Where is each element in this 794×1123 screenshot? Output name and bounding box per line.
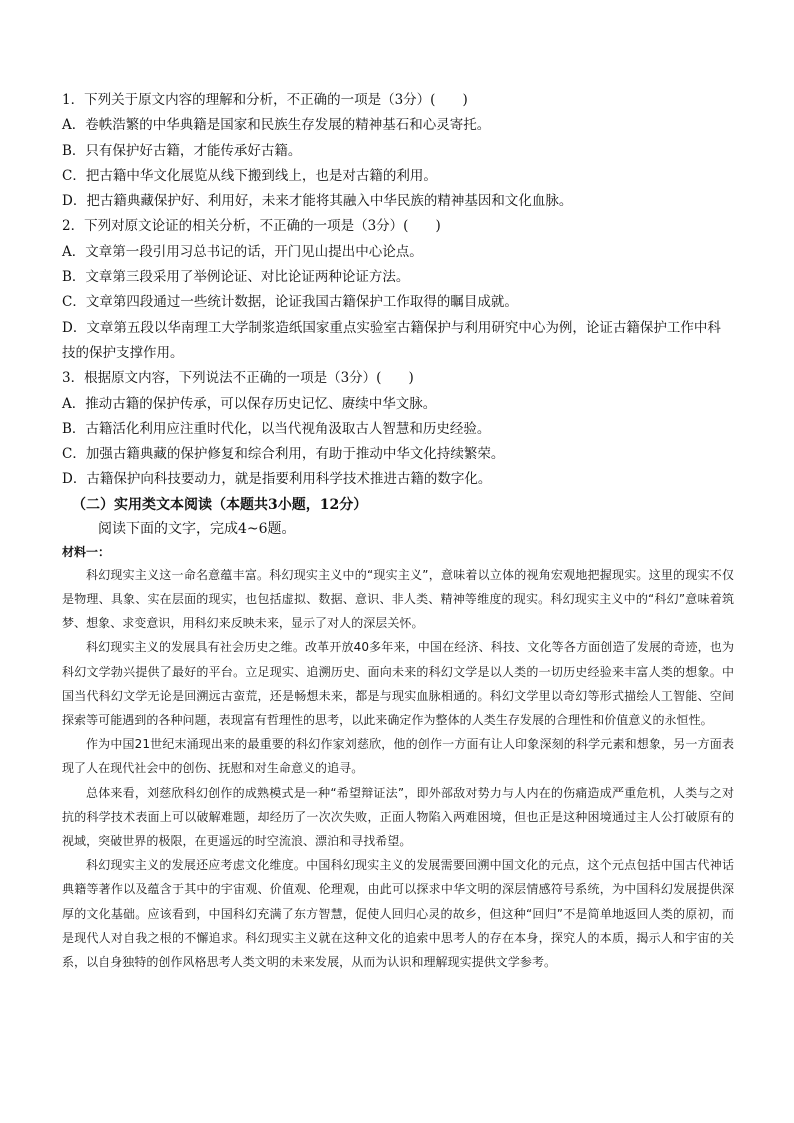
material-paragraph: 科幻现实主义的发展还应考虑文化维度。中国科幻现实主义的发展需要回溯中国文化的元点，这个元点包括中国古代神话典籍等著作以及蕴含于其中的宇宙观、价值观、伦理观，由此可以探求中华文明的深层情感符号系统，为中国科幻发展提供深厚的文化基础。应该看到，中国科幻充满了东方智慧，促使人回归心灵的故乡，但这种“回归”不是简单地返回人类的原初，而是现代人对自我之根的不懈追求。科幻现实主义就在这种文化的追索中思考人的存在本身，探究人的本质，揭示人和宇宙的关系，以自身独特的创作风格思考人类文明的未来发展，从而为认识和理解现实提供文学参考。 [62,858,734,969]
option-b: B．文章第三段采用了举例论证、对比论证两种论证方法。 [62,269,410,286]
section-title: （二）实用类文本阅读（本题共3小题，12分） [72,496,368,513]
material-paragraph: 作为中国21世纪末涌现出来的最重要的科幻作家刘慈欣，他的创作一方面有让人印象深刻的科学元素和想象，另一方面表现了人在现代社会中的创伤、抚慰和对生命意义的追寻。 [62,737,734,776]
question-stem: 3．根据原文内容，下列说法不正确的一项是（3分）( ) [62,370,414,387]
option-a: A．卷帙浩繁的中华典籍是国家和民族生存发展的精神基石和心灵寄托。 [62,117,491,134]
question-stem: 2．下列对原文论证的相关分析，不正确的一项是（3分）( ) [62,218,441,235]
option-a: A．推动古籍的保护传承，可以保存历史记忆、赓续中华文脉。 [62,395,437,412]
option-c: C．加强古籍典藏的保护修复和综合利用，有助于推动中华文化持续繁荣。 [62,446,505,463]
question-3 [62,366,734,492]
option-d: D．把古籍典藏保护好、利用好，未来才能将其融入中华民族的精神基因和文化血脉。 [62,193,573,210]
section-intro: 阅读下面的文字，完成4~6题。 [98,520,296,537]
option-b: B．只有保护好古籍，才能传承好古籍。 [62,142,302,159]
material-label: 材料一： [62,544,111,559]
material-body [62,563,734,974]
option-c: C．把古籍中华文化展览从线下搬到线上，也是对古籍的利用。 [62,167,437,184]
question-stem: 1．下列关于原文内容的理解和分析，不正确的一项是（3分）( ) [62,92,468,108]
option-d: D．古籍保护向科技要动力，就是指要利用科学技术推进古籍的数字化。 [62,471,492,488]
document-page [62,88,734,974]
option-d: D．文章第五段以华南理工大学制浆造纸国家重点实验室古籍保护与利用研究中心为例，论证古籍保护工作中科技的保护支撑作用。 [62,319,721,361]
question-2 [62,214,734,366]
material-paragraph: 总体来看，刘慈欣科幻创作的成熟模式是一种“希望辩证法”，即外部敌对势力与人内在的伤痛造成严重危机，人类与之对抗的科学技术表面上可以破解难题，却经历了一次次失败，正面人物陷入两难困境，但也正是这种困境通过主人公打破原有的视域，突破世界的极限，在更遥远的时空流浪、漂泊和寻找希望。 [62,785,734,848]
option-c: C．文章第四段通过一些统计数据，论证我国古籍保护工作取得的瞩目成就。 [62,294,518,311]
option-b: B．古籍活化利用应注重时代化，以当代视角汲取古人智慧和历史经验。 [62,420,491,437]
material-paragraph: 科幻现实主义这一命名意蕴丰富。科幻现实主义中的“现实主义”，意味着以立体的视角宏观地把握现实。这里的现实不仅是物理、具象、实在层面的现实，也包括虚拟、数据、意识、非人类、精神等维度的现实。科幻现实主义中的“科幻”意味着筑梦、想象、求变意识，用科幻来反映未来，显示了对人的深层关怀。 [62,567,734,631]
option-a: A．文章第一段引用习总书记的话，开门见山提出中心论点。 [62,243,423,260]
question-1 [62,88,734,214]
material-paragraph: 科幻现实主义的发展具有社会历史之维。改革开放40多年来，中国在经济、科技、文化等各方面创造了发展的奇迹，也为科幻文学勃兴提供了最好的平台。立足现实、追溯历史、面向未来的科幻文学是以人类的一切历史经验来丰富人类的想象。中国当代科幻文学无论是回溯远古蛮荒，还是畅想未来，都是与现实血脉相通的。科幻文学里以奇幻等形式描绘人工智能、空间探索等可能遇到的各种问题，表现富有哲理性的思考，以此来确定作为整体的人类生存发展的合理性和价值意义的永恒性。 [62,640,734,727]
